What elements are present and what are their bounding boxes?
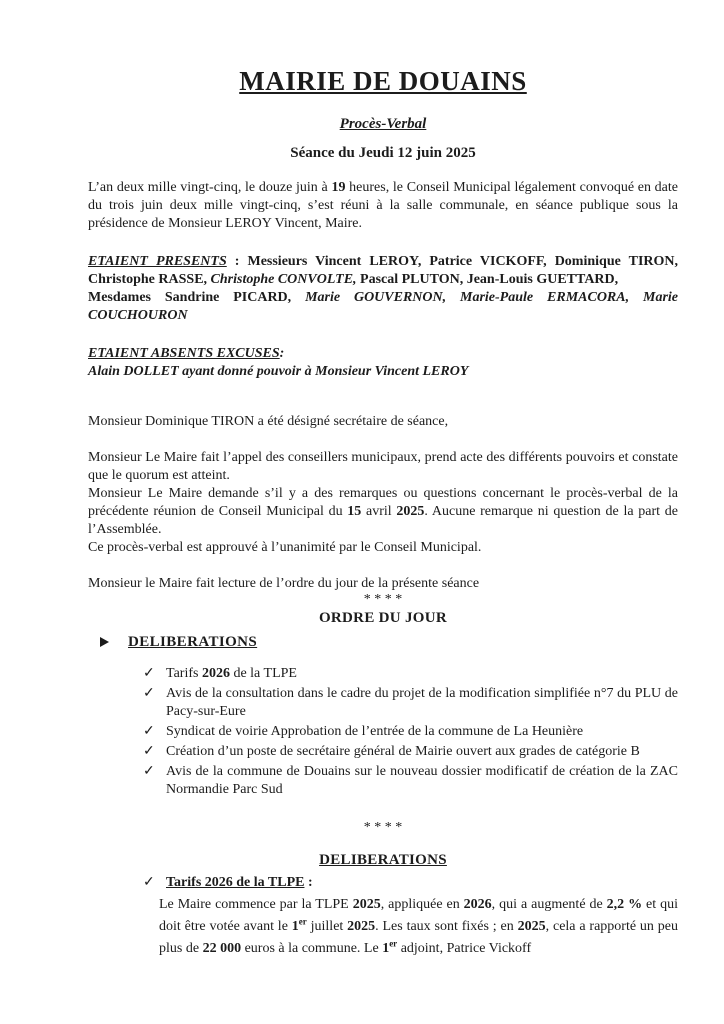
agenda-list [88, 665, 678, 799]
agenda-item-text: Avis de la consultation dans le cadre du projet de la modification simplifiée n°7 du PLU de Pacy-sur-Eure [166, 686, 678, 719]
check-icon: ✓ [143, 666, 155, 681]
absent-members-paragraph: ETAIENT ABSENTS EXCUSES: Alain DOLLET ayant donné pouvoir à Monsieur Vincent LEROY [88, 346, 469, 379]
arrow-bullet-icon [100, 637, 109, 647]
agenda-list-item [143, 685, 678, 721]
agenda-item-text: Création d’un poste de secrétaire général de Mairie ouvert aux grades de catégorie B [166, 744, 640, 759]
check-icon: ✓ [143, 764, 155, 779]
agenda-item-text: Avis de la commune de Douains sur le nouveau dossier modificatif de création de la ZAC Normandie Parc Sud [166, 764, 678, 797]
deliberation-body-paragraph: Le Maire commence par la TLPE 2025, appliquée en 2026, qui a augmenté de 2,2 % et qui doit être votée avant le 1er juillet 2025. Les taux sont fixés ; en 2025, cela a rapporté un peu plus de 22 000 euros à la commune. Le 1er adjoint, Patrice Vickoff [159, 897, 678, 956]
separator-stars: * * * * [363, 820, 403, 835]
agenda-item-text: Tarifs 2026 de la TLPE [166, 666, 297, 681]
deliberation-item-row [143, 874, 678, 892]
agenda-list-item [143, 763, 678, 799]
agenda-list-item [143, 665, 678, 683]
agenda-heading: ORDRE DU JOUR [318, 610, 448, 626]
agenda-list-item [143, 743, 678, 761]
check-icon: ✓ [143, 744, 155, 759]
present-members-paragraph: ETAIENT PRESENTS : Messieurs Vincent LEROY, Patrice VICKOFF, Dominique TIRON, Christophe RASSE, Christophe CONVOLTE, Pascal PLUTON, Jean-Louis GUETTARD, Mesdames Sandrine PICARD, Marie GOUVERNON, Marie-Paule ERMACORA, Marie COUCHOURON [88, 254, 678, 323]
check-icon: ✓ [143, 686, 155, 701]
agenda-intro-line: Monsieur le Maire fait lecture de l’ordre du jour de la présente séance [88, 576, 480, 591]
quorum-paragraph: Monsieur Le Maire fait l’appel des conseillers municipaux, prend acte des différents pouvoirs et constate que le quorum est atteint. Monsieur Le Maire demande s’il y a des remarques ou questions concernant le procès-verbal de la précédente réunion de Conseil Municipal du 15 avril 2025. Aucune remarque ni question de la part de l’Assemblée. Ce procès-verbal est approuvé à l’unanimité par le Conseil Municipal. [88, 450, 678, 555]
deliberations-heading: DELIBERATIONS [319, 852, 447, 868]
secretary-line: Monsieur Dominique TIRON a été désigné secrétaire de séance, [88, 414, 449, 429]
check-icon: ✓ [143, 724, 155, 739]
intro-paragraph: L’an deux mille vingt-cinq, le douze juin à 19 heures, le Conseil Municipal légalement convoqué en date du trois juin deux mille vingt-cinq, s’est réuni à la salle communale, en séance publique sous la présidence de Monsieur LEROY Vincent, Maire. [88, 180, 679, 231]
document-subtitle: Procès-Verbal [339, 116, 427, 132]
deliberation-item-title: Tarifs 2026 de la TLPE : [166, 875, 313, 890]
agenda-item-text: Syndicat de voirie Approbation de l’entrée de la commune de La Heunière [166, 724, 584, 739]
agenda-list-item [143, 723, 678, 741]
check-icon: ✓ [143, 875, 155, 890]
document-title: MAIRIE DE DOUAINS [239, 66, 527, 96]
agenda-section-row [100, 633, 678, 651]
separator-stars: * * * * [363, 592, 403, 607]
session-date: Séance du Jeudi 12 juin 2025 [290, 145, 476, 161]
agenda-section-label: DELIBERATIONS [128, 634, 258, 650]
